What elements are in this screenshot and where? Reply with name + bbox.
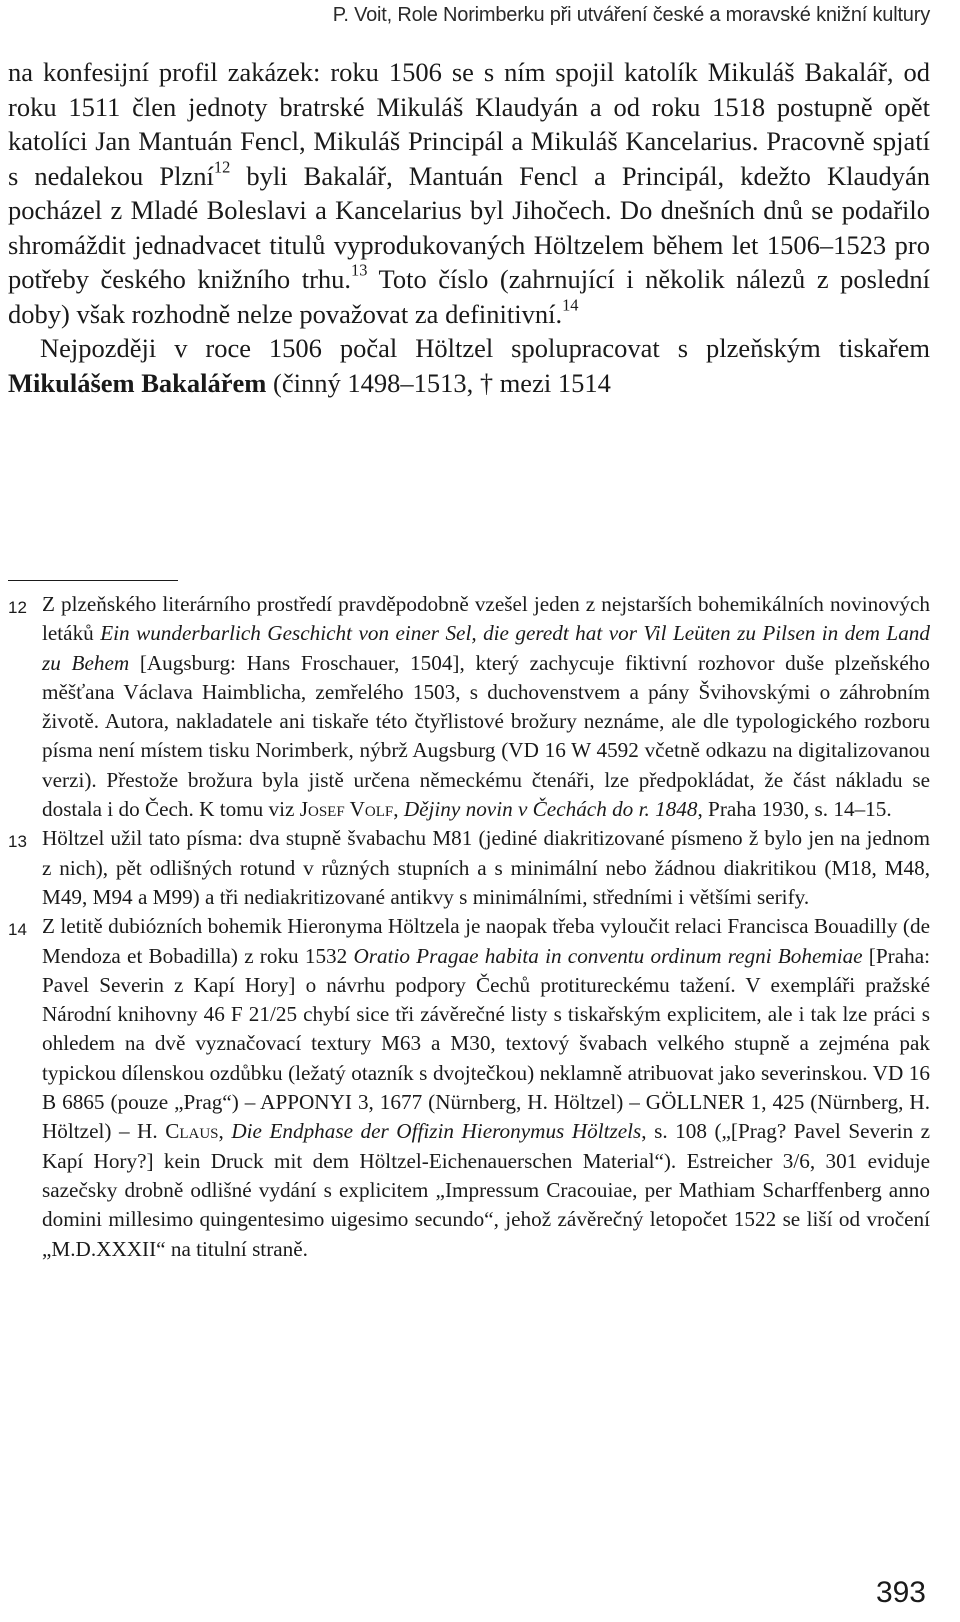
footnote-separator bbox=[8, 580, 178, 581]
page-number: 393 bbox=[875, 1576, 926, 1609]
text-run: , Praha 1930, s. 14–15. bbox=[697, 797, 892, 822]
footnote-14 bbox=[8, 912, 930, 1264]
paragraph bbox=[8, 331, 930, 400]
text-run: [Praha: Pavel Severin z Kapí Hory] o návrhu podpory Čechů protitureckému tažení. V exempláři pražské Národní knihovny 46 F 21/25 chybí sice tři závěrečné listy s tiskařským explicitem, ale i tak lze práci s ohledem na dvě vyznačovací textury M63 a M30, textový švabach velkého stupně a zejména pak typickou dílenskou ozdůbku (ležatý otazník s dvojtečkou) neklamně atribuovat jako severinskou. VD 16 B 6865 (pouze „Prag“) – APPONYI 3, 1677 (Nürnberg, H. Höltzel) – GÖLLNER 1, 425 (Nürnberg, H. Höltzel) – H. bbox=[42, 943, 930, 1144]
text-run: na konfesijní profil zakázek: roku 1506 se s ním spojil katolík Mikuláš Bakalář, od roku 1511 člen jednoty bratrské Mikuláš Klaudyán a od roku 1518 postupně opět katolíci Jan Mantuán Fencl, Mikuláš Principál a Mikuláš Kancelarius. Pracovně spjatí s nedalekou Plzní bbox=[8, 57, 930, 191]
italic-title: Dějiny novin v Čechách do r. 1848 bbox=[403, 797, 698, 822]
text-run: Z plzeňského literárního prostředí pravděpodobně vzešel jeden z nejstarších bohemikálních novinových letáků bbox=[42, 592, 930, 646]
paragraph bbox=[8, 55, 930, 331]
text-run: , bbox=[393, 797, 404, 822]
running-head: P. Voit, Role Norimberku při utváření české a moravské knižní kultury bbox=[332, 4, 930, 26]
author-name: Josef Volf bbox=[299, 797, 394, 822]
footnote-12 bbox=[8, 590, 930, 824]
italic-title: Die Endphase der Offizin Hieronymus Höltzels bbox=[231, 1119, 642, 1144]
footnote-ref[interactable]: 14 bbox=[562, 295, 579, 315]
text-run: , bbox=[218, 1119, 232, 1144]
body-text bbox=[8, 55, 930, 400]
footnotes bbox=[8, 590, 930, 1264]
bold-name: Mikulášem Bakalářem bbox=[8, 367, 267, 398]
footnote-number: 13 bbox=[8, 832, 27, 852]
text-run: (činný 1498–1513, † mezi 1514 bbox=[266, 367, 611, 398]
text-run: Toto číslo (zahrnující i několik nálezů z poslední doby) však rozhodně nelze považovat za definitivní. bbox=[8, 264, 930, 329]
footnote-number: 12 bbox=[8, 598, 27, 617]
footnote-text bbox=[42, 590, 930, 824]
footnote-ref[interactable]: 13 bbox=[351, 260, 368, 280]
text-run: [Augsburg: Hans Froschauer, 1504], který zachycuje fiktivní rozhovor duše plzeňského měšťana Václava Haimblicha, zemřelého 1503, s duchovenstvem a pány Švihovskými o záhrobním životě. Autora, nakladatele ani tiskaře této čtyřlistové brožury neznáme, ale dle typologického rozboru písma není místem tisku Norimberk, nýbrž Augsburg (VD 16 W 4592 včetně odkazu na digitalizovanou verzi). Přestože brožura byla jistě určena německému čtenáři, lze předpokládat, že část nákladu se dostala i do Čech. K tomu viz bbox=[42, 650, 930, 822]
footnote-text bbox=[42, 912, 930, 1264]
text-run: Z letitě dubiózních bohemik Hieronyma Höltzela je naopak třeba vyloučit relaci Francisca Bouadilly (de Mendoza et Bobadilla) z roku 1532 bbox=[42, 914, 930, 968]
text-run: Nejpozději v roce 1506 počal Höltzel spolupracovat s plzeňským tiskařem bbox=[40, 333, 930, 363]
text-run: , s. 108 („[Prag? Pavel Severin z Kapí Hory?] kein Druck mit dem Höltzel-Eichenauerschen Material“). Estreicher 3/6, 301 eviduje sazečsky drobně odlišné vydání s explicitem „Impressum Cracouiae, per Mathiam Scharffenberg anno domini millesimo quingentesimo uigesimo secundo“, jehož závěrečný letopočet 1522 se liší od vročení „M.D.XXXII“ na titulní straně. bbox=[42, 1119, 930, 1261]
footnote-ref[interactable]: 12 bbox=[213, 157, 231, 177]
italic-title: Ein wunderbarlich Geschicht von einer Sel, die geredt hat vor Vil Leüten zu Pilsen in dem Land zu Behem bbox=[42, 621, 930, 675]
text-run: byli Bakalář, Mantuán Fencl a Principál, kdežto Klaudyán pocházel z Mladé Boleslavi a Kancelarius byl Jihočech. Do dnešních dnů se podařilo shromáždit jednadvacet titulů vyprodukovaných Höltzelem během let 1506–1523 pro potřeby českého knižního trhu. bbox=[8, 160, 931, 294]
footnote-number: 14 bbox=[8, 920, 27, 940]
footnote-13 bbox=[8, 824, 930, 912]
italic-title: Oratio Pragae habita in conventu ordinum regni Bohemiae bbox=[353, 943, 863, 968]
author-name: Claus bbox=[165, 1119, 219, 1144]
footnote-text: Höltzel užil tato písma: dva stupně švabachu M81 (jediné diakritizované písmeno ž bylo jen na jednom z nich), pět odlišných rotund v různých stupních a s minimální nebo žádnou diakritikou (M18, M48, M49, M94 a M99) a tři nediakritizované antikvy s minimálními, středními i většími serify. bbox=[42, 826, 930, 909]
